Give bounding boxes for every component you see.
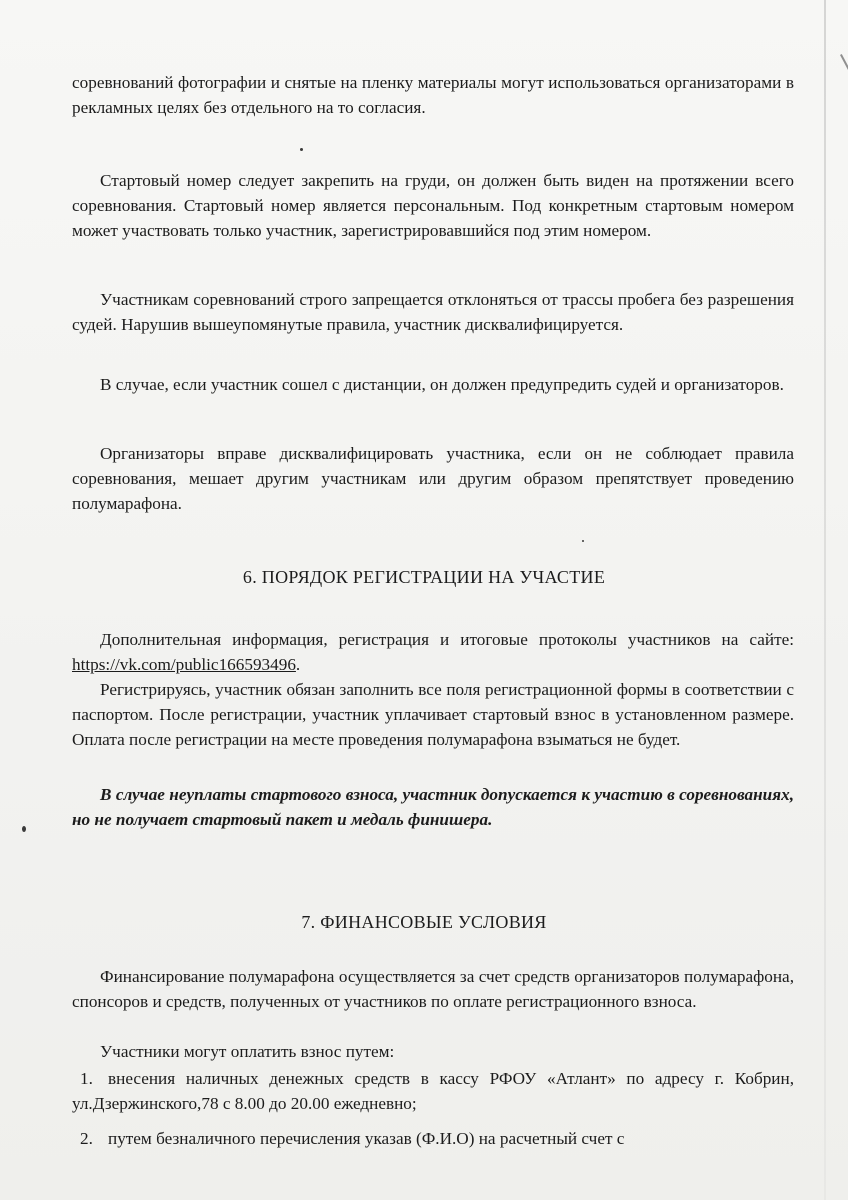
paragraph-withdrawal: В случае, если участник сошел с дистанции, он должен предупредить судей и организаторов. bbox=[100, 375, 784, 394]
list-item-text: внесения наличных денежных средств в кассу РФОУ «Атлант» по адресу г. Кобрин, ул.Дзержинского,78 с 8.00 до 20.00 ежедневно; bbox=[72, 1069, 794, 1113]
scan-speck bbox=[300, 148, 303, 151]
paragraph-payment-methods: Участники могут оплатить взнос путем: bbox=[100, 1042, 395, 1061]
paragraph-course-rules: Участникам соревнований строго запрещается отклоняться от трассы пробега без разрешения судей. Нарушив вышеупомянутые правила, участник дисквалифицируется. bbox=[72, 290, 794, 334]
scan-edge-mark bbox=[840, 54, 848, 161]
list-item-text: путем безналичного перечисления указав (Ф.И.О) на расчетный счет с bbox=[108, 1129, 625, 1148]
section-7-title: 7. ФИНАНСОВЫЕ УСЛОВИЯ bbox=[301, 912, 547, 932]
scan-speck bbox=[582, 540, 584, 542]
registration-link[interactable]: https://vk.com/public166593496 bbox=[72, 655, 296, 674]
paragraph-disqualification: Организаторы вправе дисквалифицировать участника, если он не соблюдает правила соревнования, мешает другим участникам или другим образом препятствует проведению полумарафона. bbox=[72, 444, 794, 513]
section-6-title: 6. ПОРЯДОК РЕГИСТРАЦИИ НА УЧАСТИЕ bbox=[242, 567, 606, 587]
list-item bbox=[72, 1066, 794, 1116]
paragraph-financing: Финансирование полумарафона осуществляется за счет средств организаторов полумарафона, спонсоров и средств, полученных от участников по оплате регистрационного взноса. bbox=[72, 967, 794, 1011]
scan-speck bbox=[22, 826, 26, 832]
paragraph-registration-info bbox=[72, 627, 794, 677]
list-item-number: 1. bbox=[80, 1069, 93, 1088]
registration-info-text: Дополнительная информация, регистрация и итоговые протоколы участников на сайте: bbox=[100, 630, 794, 649]
list-item bbox=[72, 1126, 794, 1151]
page-fold-shadow bbox=[824, 0, 826, 1200]
paragraph-registration-rules: Регистрируясь, участник обязан заполнить все поля регистрационной формы в соответствии с паспортом. После регистрации, участник уплачивает стартовый взнос в установленном размере. Оплата после регистрации на месте проведения полумарафона взыматься не будет. bbox=[72, 680, 794, 749]
paragraph-unpaid-fee: В случае неуплаты стартового взноса, участник допускается к участию в соревнованиях, но не получает стартовый пакет и медаль финишера. bbox=[72, 785, 794, 829]
registration-info-end: . bbox=[295, 655, 301, 674]
list-item-number: 2. bbox=[80, 1129, 93, 1148]
paragraph-photo-rights: соревнований фотографии и снятые на пленку материалы могут использоваться организаторами в рекламных целях без отдельного на то согласия. bbox=[72, 73, 794, 117]
paragraph-start-number: Стартовый номер следует закрепить на груди, он должен быть виден на протяжении всего соревнования. Стартовый номер является персональным. Под конкретным стартовым номером может участвовать только участник, зарегистрировавшийся под этим номером. bbox=[72, 171, 794, 240]
